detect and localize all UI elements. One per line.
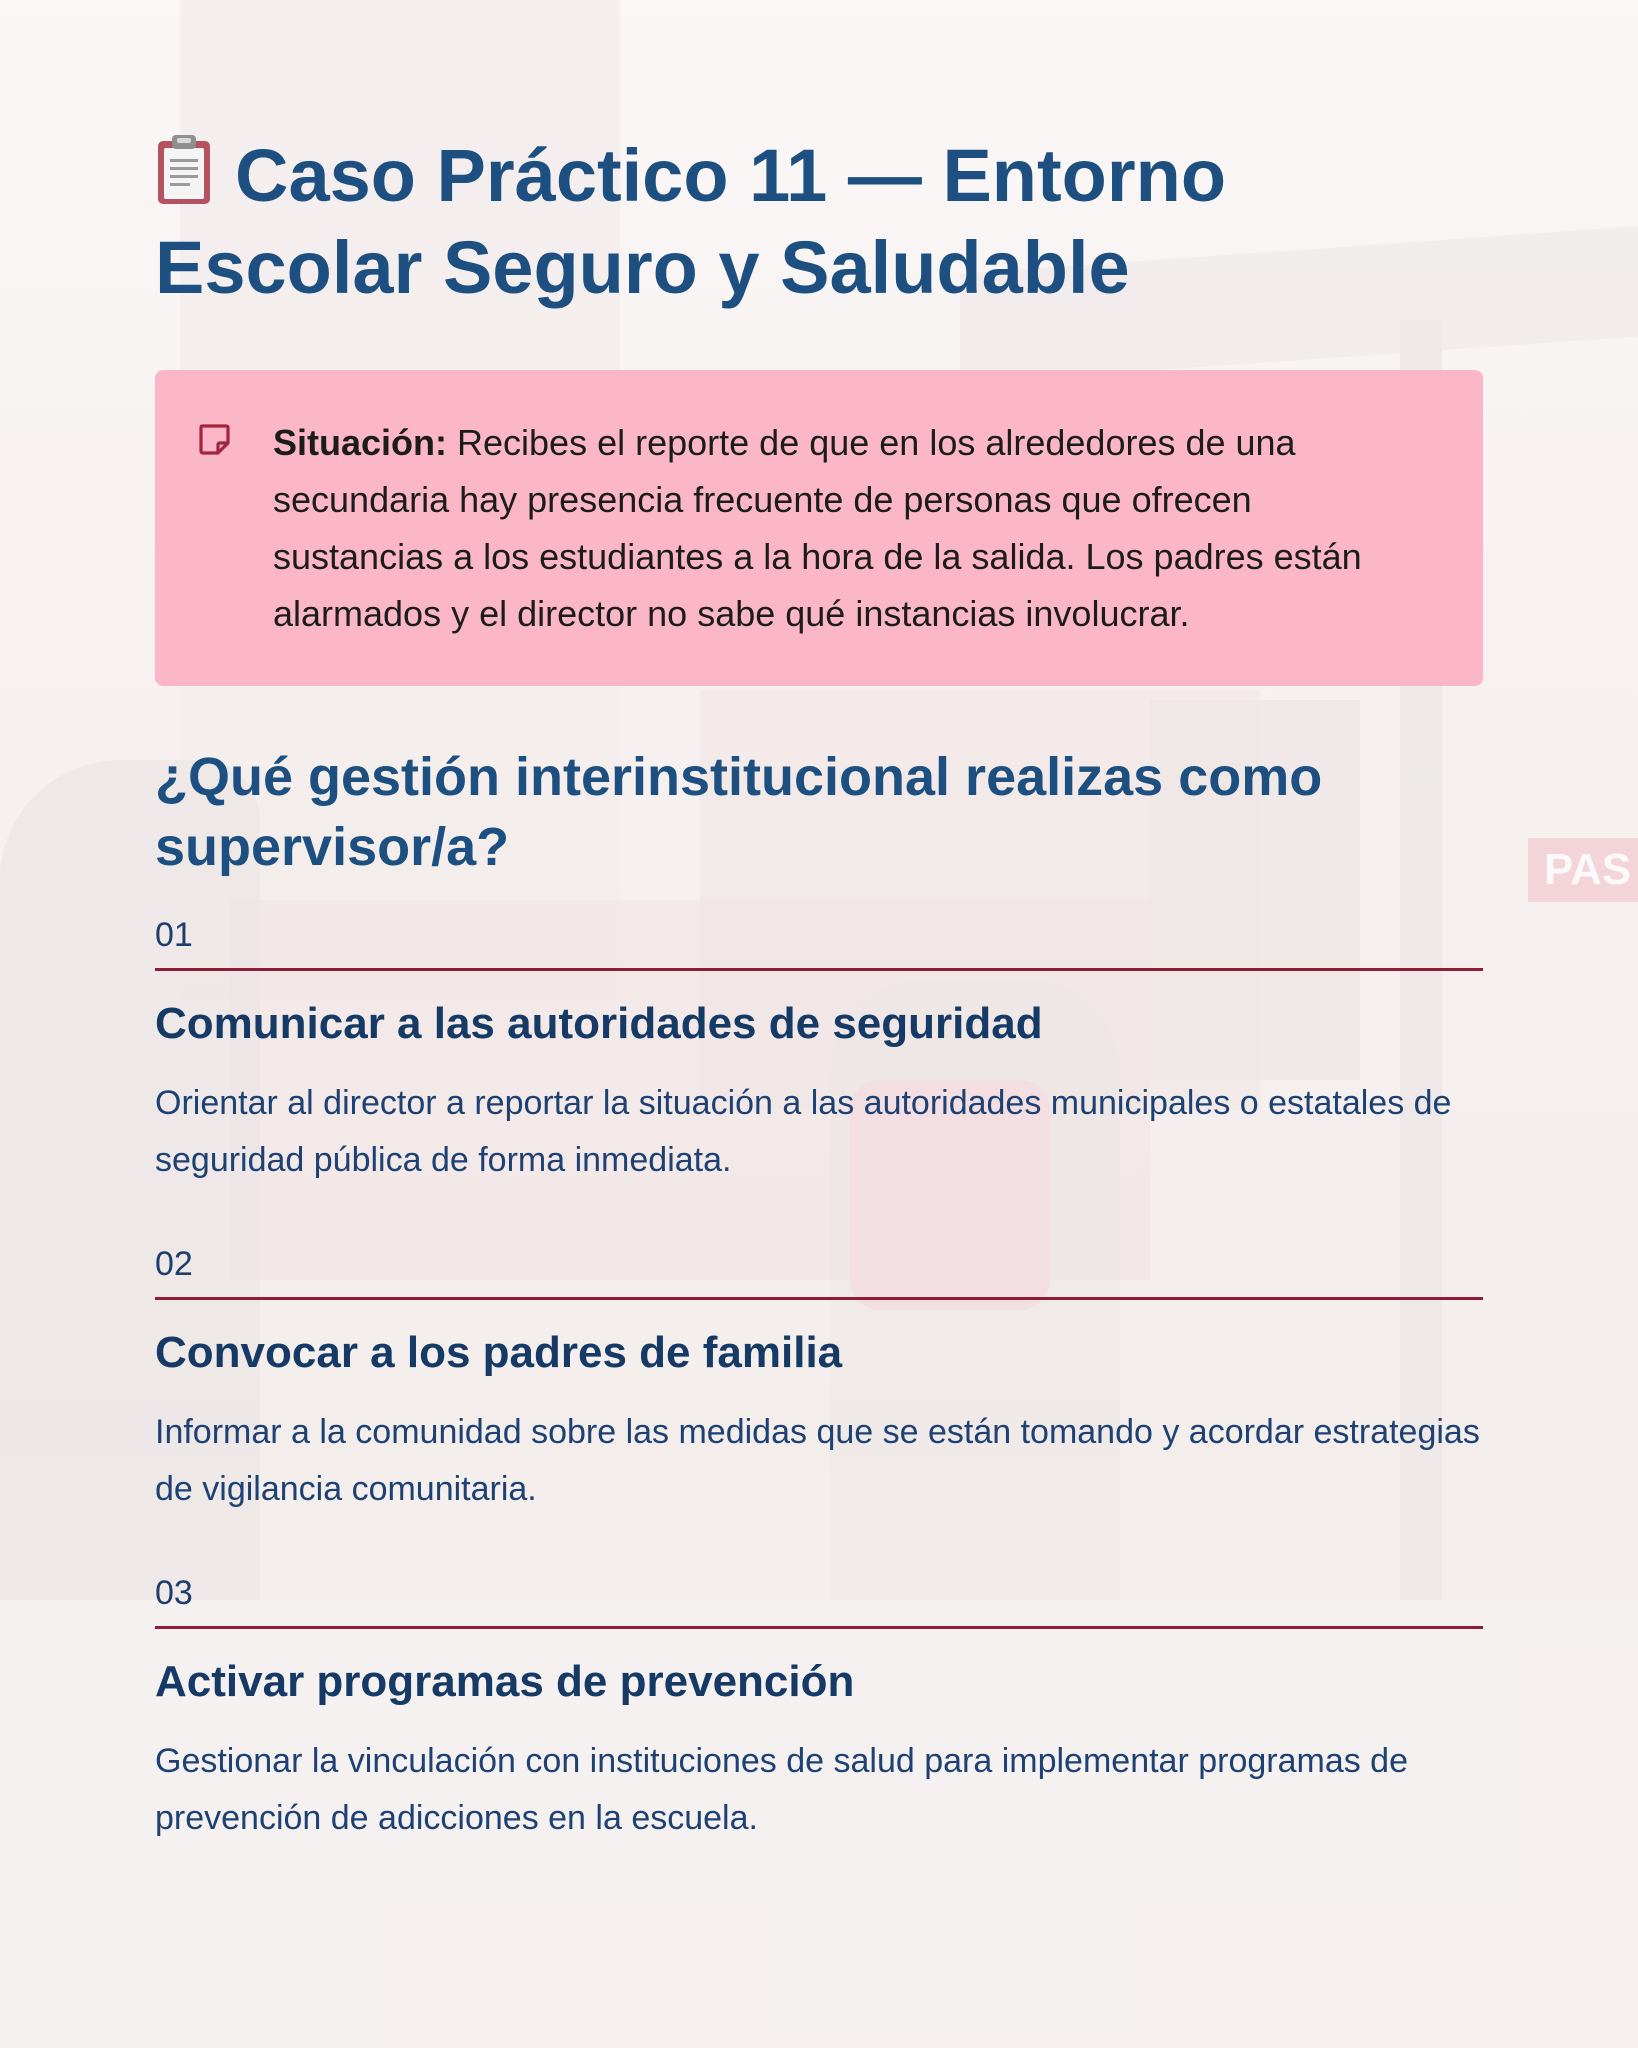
step-item — [155, 1570, 1483, 1847]
clipboard-icon — [155, 133, 213, 207]
step-description: Informar a la comunidad sobre las medidas que se están tomando y acordar estrategias de vigilancia comunitaria. — [155, 1413, 1480, 1508]
section-question: ¿Qué gestión interinstitucional realizas como supervisor/a? — [155, 747, 1323, 877]
page-title-text: Caso Práctico 11 — Entorno Escolar Seguro y Saludable — [155, 134, 1227, 309]
step-description: Gestionar la vinculación con instituciones de salud para implementar programas de prevención de adicciones en la escuela. — [155, 1742, 1409, 1837]
situation-label: Situación: — [273, 422, 448, 463]
step-item — [155, 912, 1483, 1189]
step-item — [155, 1241, 1483, 1518]
situation-callout — [155, 370, 1483, 686]
situation-body: Recibes el reporte de que en los alrededores de una secundaria hay presencia frecuente de personas que ofrecen sustancias a los estudiantes a la hora de la salida. Los padres están alarmados y el director no sabe qué instancias involucrar. — [273, 422, 1362, 634]
page-title — [155, 130, 1483, 314]
note-icon — [197, 422, 231, 456]
step-title: Convocar a los padres de familia — [155, 1328, 843, 1377]
step-title: Comunicar a las autoridades de seguridad — [155, 999, 1043, 1048]
step-number: 02 — [155, 1241, 1483, 1300]
step-number: 03 — [155, 1570, 1483, 1629]
situation-text — [273, 414, 1393, 642]
step-title: Activar programas de prevención — [155, 1657, 855, 1706]
step-description: Orientar al director a reportar la situación a las autoridades municipales o estatales de seguridad pública de forma inmediata. — [155, 1084, 1452, 1179]
steps-list — [155, 912, 1483, 1847]
step-number: 01 — [155, 912, 1483, 971]
